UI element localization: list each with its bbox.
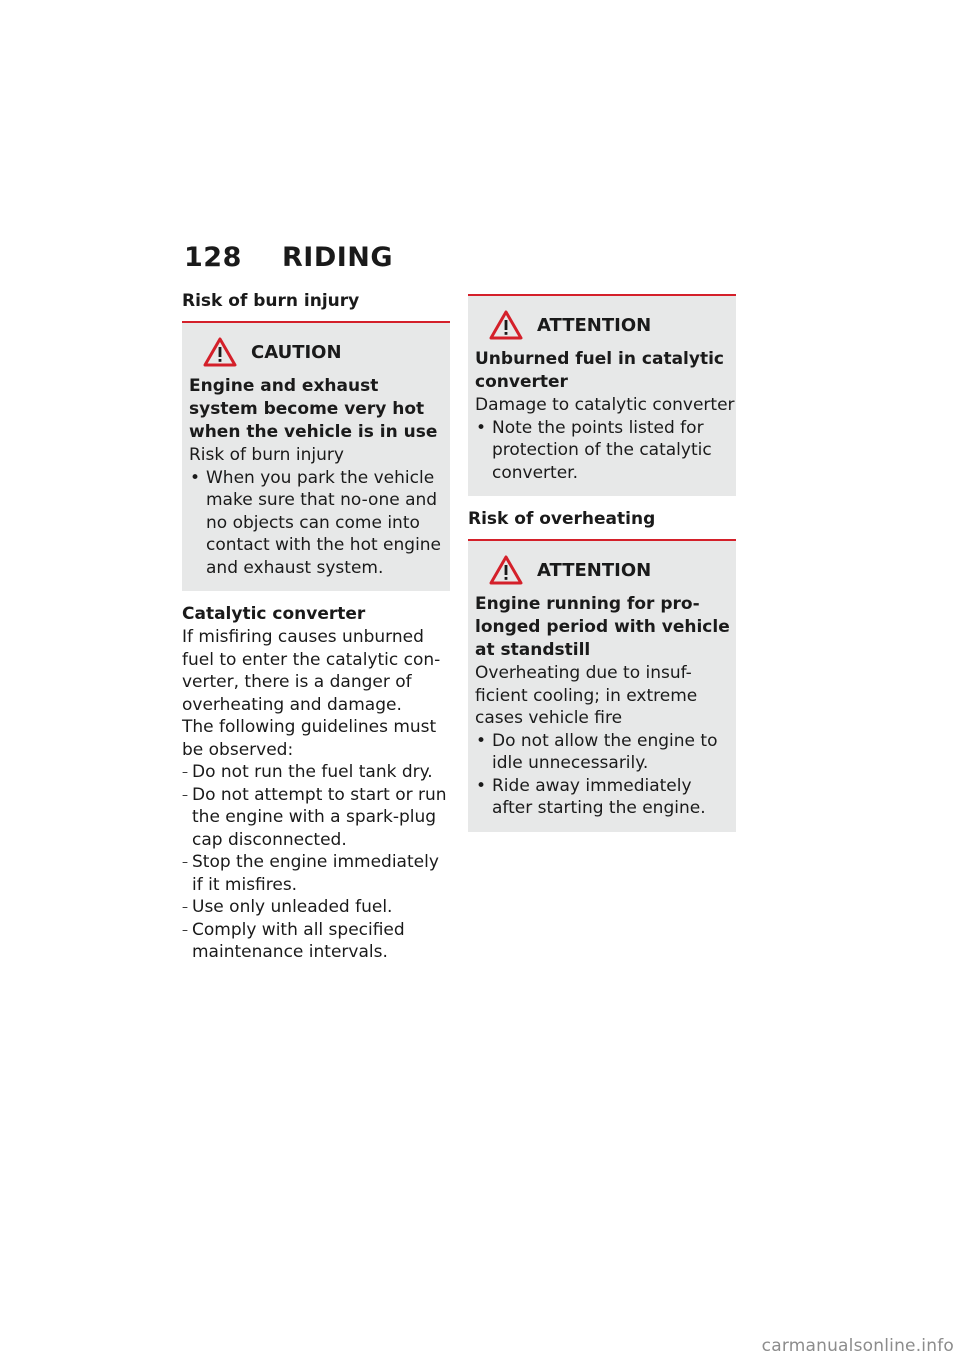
right-column xyxy=(468,294,736,832)
watermark: carmanualsonline.info xyxy=(761,1336,954,1356)
page-number: 128 xyxy=(184,242,242,273)
attention-headline: Unburned fuel in catalytic converter xyxy=(475,349,724,392)
list-item: – Use only unleaded fuel. xyxy=(182,896,450,919)
section-title-burn: Risk of burn injury xyxy=(182,291,360,311)
catalytic-paragraph-2: The following guidelines must be observed: xyxy=(182,717,437,760)
page-header xyxy=(184,242,393,273)
list-item: – Stop the engine immediately if it misfires. xyxy=(182,851,450,896)
caution-title xyxy=(189,335,450,369)
caution-bullets xyxy=(189,467,450,580)
attention-headline: Engine running for pro-longed period with vehicle at standstill xyxy=(475,594,730,660)
attention-label: ATTENTION xyxy=(537,314,652,336)
caution-box xyxy=(182,323,450,591)
list-item: • Do not allow the engine to idle unnecessarily. xyxy=(475,730,736,775)
list-item: – Do not run the fuel tank dry. xyxy=(182,761,450,784)
left-column xyxy=(182,290,450,964)
list-item: • When you park the vehicle make sure that no-one and no objects can come into contact with the hot engine and exhaust system. xyxy=(189,467,450,580)
attention-title xyxy=(475,553,736,587)
section-title-catalytic: Catalytic converter xyxy=(182,604,366,624)
section-title-overheating: Risk of overheating xyxy=(468,509,656,529)
guidelines-list xyxy=(182,761,450,964)
caution-label: CAUTION xyxy=(251,341,342,363)
attention-consequence: Overheating due to insuf-ficient cooling; in extreme cases vehicle fire xyxy=(475,663,698,728)
caution-consequence: Risk of burn injury xyxy=(189,445,344,465)
list-item: – Comply with all specified maintenance intervals. xyxy=(182,919,450,964)
warning-triangle-icon xyxy=(489,310,523,340)
list-item: • Note the points listed for protection of the catalytic converter. xyxy=(475,417,736,485)
attention-label: ATTENTION xyxy=(537,559,652,581)
warning-triangle-icon xyxy=(203,337,237,367)
attention-consequence: Damage to catalytic converter xyxy=(475,395,735,415)
attention-bullets xyxy=(475,417,736,485)
catalytic-paragraph-1: If misfiring causes unburned fuel to enter the catalytic con-verter, there is a danger of overheating and damage. xyxy=(182,627,441,715)
warning-triangle-icon xyxy=(489,555,523,585)
attention-bullets xyxy=(475,730,736,820)
attention-box-catalytic xyxy=(468,294,736,496)
chapter-title: RIDING xyxy=(282,242,394,273)
attention-box-overheating xyxy=(468,541,736,832)
caution-headline: Engine and exhaust system become very hot when the vehicle is in use xyxy=(189,376,438,442)
list-item: – Do not attempt to start or run the engine with a spark-plug cap disconnected. xyxy=(182,784,450,852)
attention-title xyxy=(475,308,736,342)
list-item: • Ride away immediately after starting the engine. xyxy=(475,775,736,820)
